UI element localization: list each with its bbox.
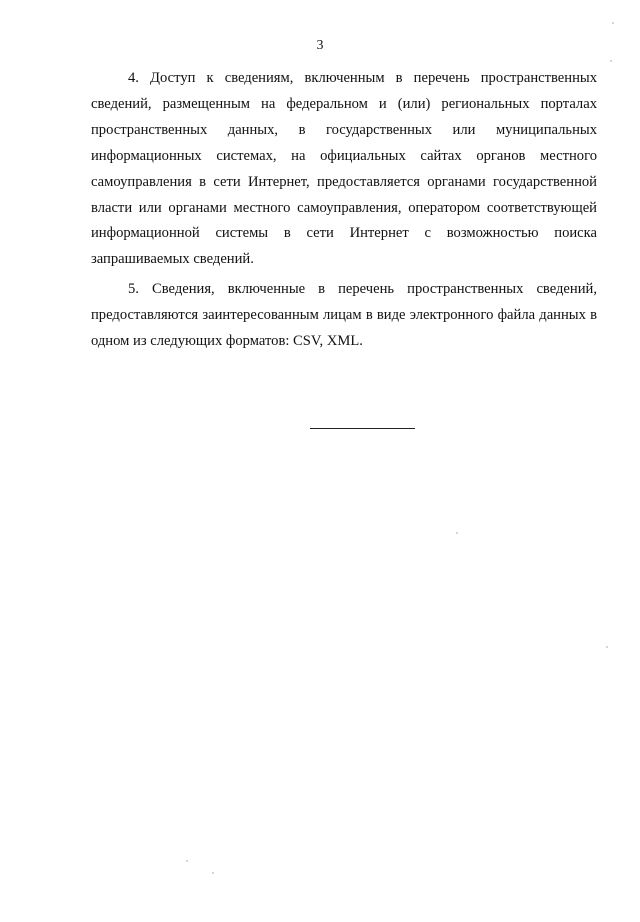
paragraph-4: 4. Доступ к сведениям, включенным в перечень пространственных сведений, размещенным на федеральном и (или) региональных порталах пространственных данных, в государственных или муниципальных информационных системах, на официальных сайтах органов местного самоуправления в сети Интернет, предоставляется органами государственной власти или органами местного самоуправления, оператором соответствующей информационной системы в сети Интернет с возможностью поиска запрашиваемых сведений. xyxy=(91,70,597,268)
scan-speck xyxy=(606,646,608,648)
scan-speck xyxy=(456,532,458,534)
end-of-text-rule xyxy=(310,428,415,429)
paragraph-5: 5. Сведения, включенные в перечень пространственных сведений, предоставляются заинтересованным лицам в виде электронного файла данных в одном из следующих форматов: CSV, XML. xyxy=(91,281,597,350)
document-body xyxy=(91,66,597,355)
scan-speck xyxy=(212,872,214,874)
scan-speck xyxy=(612,22,614,24)
scan-speck xyxy=(186,860,188,862)
page-number: 3 xyxy=(316,38,324,53)
scan-speck xyxy=(610,60,612,62)
